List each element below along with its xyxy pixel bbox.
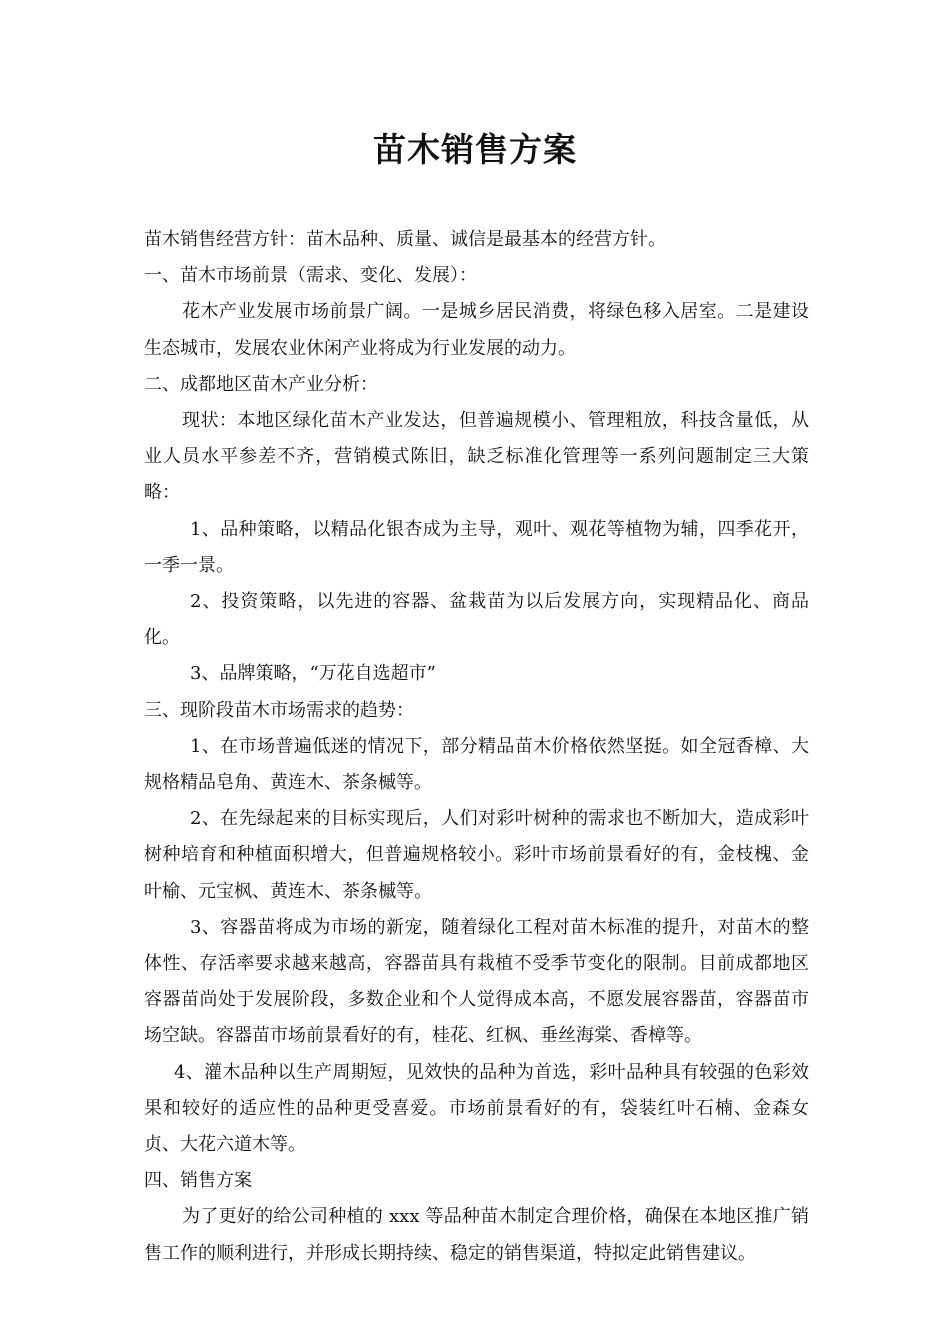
paragraph-market-outlook: 花木产业发展市场前景广阔。一是城乡居民消费，将绿色移入居室。二是建设生态城市，发展农业休闲产业将成为行业发展的动力。 — [144, 301, 809, 359]
paragraph-trend-1: 1、在市场普遍低迷的情况下，部分精品苗木价格依然坚挺。如全冠香樟、大规格精品皂角、黄连木、茶条槭等。 — [144, 735, 809, 794]
document-title: 苗木销售方案 — [373, 130, 577, 169]
section-heading-4: 四、销售方案 — [144, 1170, 252, 1192]
paragraph-trend-3: 3、容器苗将成为市场的新宠，随着绿化工程对苗木标准的提升，对苗木的整体性、存活率要求越来越高，容器苗具有栽植不受季节变化的限制。目前成都地区容器苗尚处于发展阶段，多数企业和个人觉得成本高，不愿发展容器苗，容器苗市场空缺。容器苗市场前景看好的有，桂花、红枫、垂丝海棠、香樟等。 — [144, 916, 809, 1047]
section-heading-3: 三、现阶段苗木市场需求的趋势： — [144, 699, 414, 721]
paragraph-policy: 苗木销售经营方针：苗木品种、质量、诚信是最基本的经营方针。 — [144, 229, 666, 250]
section-heading-2: 二、成都地区苗木产业分析： — [144, 373, 378, 395]
section-heading-1: 一、苗木市场前景（需求、变化、发展）： — [144, 265, 477, 287]
paragraph-trend-4: 4、灌木品种以生产周期短，见效快的品种为首选，彩叶品种具有较强的色彩效果和较好的适应性的品种更受喜爱。市场前景看好的有，袋装红叶石楠、金森女贞、大花六道木等。 — [144, 1061, 809, 1156]
paragraph-strategy-1: 1、品种策略，以精品化银杏成为主导，观叶、观花等植物为辅，四季花开，一季一景。 — [144, 518, 809, 576]
paragraph-sales-plan: 为了更好的给公司种植的 xxx 等品种苗木制定合理价格，确保在本地区推广销售工作的顺利进行，并形成长期持续、稳定的销售渠道，特拟定此销售建议。 — [144, 1206, 809, 1264]
paragraph-trend-2: 2、在先绿起来的目标实现后，人们对彩叶树种的需求也不断加大，造成彩叶树种培育和种植面积增大，但普遍规格较小。彩叶市场前景看好的有，金枝槐、金叶榆、元宝枫、黄连木、茶条槭等。 — [144, 808, 809, 902]
paragraph-current-status: 现状：本地区绿化苗木产业发达，但普遍规模小、管理粗放，科技含量低，从业人员水平参差不齐，营销模式陈旧，缺乏标准化管理等一系列问题制定三大策略： — [144, 410, 809, 504]
document-body — [144, 222, 809, 1272]
paragraph-strategy-3: 3、品牌策略，“万花自选超市” — [190, 663, 436, 685]
paragraph-strategy-2: 2、投资策略，以先进的容器、盆栽苗为以后发展方向，实现精品化、商品化。 — [144, 591, 809, 649]
